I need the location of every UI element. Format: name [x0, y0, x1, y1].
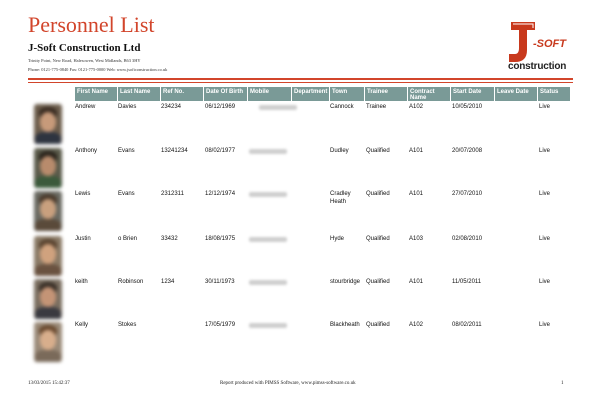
cell-first-name: Justin: [75, 236, 91, 242]
cell-mobile-redacted: [249, 149, 287, 154]
cell-contract: A102: [409, 322, 424, 328]
cell-contract: A103: [409, 236, 424, 242]
table-row: [28, 322, 573, 364]
cell-first-name: Kelly: [75, 322, 89, 328]
cell-last-name: o Brien: [118, 236, 138, 242]
cell-status: Live: [539, 279, 551, 285]
cell-contract: A101: [409, 279, 424, 285]
employee-photo: [34, 322, 62, 362]
col-department: Department: [292, 87, 329, 101]
col-town: Town: [330, 87, 364, 101]
cell-first-name: keith: [75, 279, 88, 285]
cell-contract: A102: [409, 104, 424, 110]
col-leave-date: Leave Date: [495, 87, 537, 101]
col-mobile: Mobile: [248, 87, 291, 101]
employee-photo: [34, 191, 62, 231]
employee-photo: [34, 148, 62, 188]
cell-trainee: Qualified: [366, 322, 390, 328]
header-rule-thin: [28, 82, 573, 83]
table-row: [28, 279, 573, 321]
employee-photo: [34, 279, 62, 319]
footer-timestamp: 13/03/2015 15:42:37: [28, 381, 70, 386]
cell-status: Live: [539, 148, 551, 154]
col-contract-name: Contract Name: [408, 87, 450, 101]
cell-mobile-redacted: [249, 323, 287, 328]
cell-first-name: Lewis: [75, 191, 91, 197]
page-title: Personnel List: [28, 12, 155, 37]
footer-page-number: 1: [561, 381, 564, 386]
cell-mobile-redacted: [249, 237, 287, 242]
employee-photo: [34, 104, 62, 144]
cell-dob: 30/11/1973: [205, 279, 235, 285]
cell-mobile-redacted: [249, 280, 287, 285]
cell-first-name: Anthony: [75, 148, 98, 154]
cell-ref-no: 234234: [161, 104, 182, 110]
cell-trainee: Qualified: [366, 279, 390, 285]
employee-photo: [34, 236, 62, 276]
header-rule: [28, 78, 573, 80]
cell-trainee: Qualified: [366, 148, 390, 154]
cell-ref-no: 33432: [161, 236, 178, 242]
col-last-name: Last Name: [118, 87, 160, 101]
cell-last-name: Evans: [118, 148, 135, 154]
col-trainee: Trainee: [365, 87, 407, 101]
cell-dob: 18/08/1975: [205, 236, 236, 242]
table-header: [75, 87, 570, 101]
cell-start-date: 08/02/2011: [452, 322, 482, 328]
cell-town: Hyde: [330, 236, 345, 242]
cell-ref-no: 1234: [161, 279, 175, 285]
cell-start-date: 10/05/2010: [452, 104, 483, 110]
cell-dob: 12/12/1974: [205, 191, 236, 197]
company-logo: [507, 20, 571, 76]
table-row: [28, 236, 573, 278]
cell-dob: 06/12/1969: [205, 104, 236, 110]
cell-dob: 08/02/1977: [205, 148, 236, 154]
col-ref-no: Ref No.: [161, 87, 203, 101]
col-first-name: First Name: [75, 87, 117, 101]
table-row: [28, 148, 573, 190]
cell-town: stourbridge: [330, 279, 361, 285]
cell-start-date: 27/07/2010: [452, 191, 483, 197]
cell-ref-no: 13241234: [161, 148, 188, 154]
cell-contract: A101: [409, 191, 424, 197]
cell-start-date: 02/08/2010: [452, 236, 483, 242]
table-row: [28, 191, 573, 233]
cell-town: Cannock: [330, 104, 354, 110]
company-address: Trinity Point, New Road, Halesowen, West Midlands, B63 3HY: [28, 58, 141, 63]
footer-credit: Report produced with PIMSS Software, www.pimss-software.co.uk: [220, 381, 356, 386]
cell-status: Live: [539, 322, 551, 328]
cell-trainee: Trainee: [366, 104, 387, 110]
cell-trainee: Qualified: [366, 191, 390, 197]
cell-town: Cradley Heath: [330, 191, 351, 205]
cell-start-date: 11/05/2011: [452, 279, 482, 285]
company-name: J-Soft Construction Ltd: [28, 42, 141, 54]
cell-mobile-redacted: [259, 105, 297, 110]
logo-construction-text: construction: [508, 61, 567, 72]
cell-start-date: 20/07/2008: [452, 148, 483, 154]
cell-last-name: Robinson: [118, 279, 144, 285]
col-date-of-birth: Date Of Birth: [204, 87, 247, 101]
cell-town: Blackheath: [330, 322, 360, 328]
logo-soft-text: -SOFT: [533, 38, 566, 50]
cell-last-name: Stokes: [118, 322, 137, 328]
cell-status: Live: [539, 191, 551, 197]
cell-ref-no: 2312311: [161, 191, 184, 197]
col-status: Status: [538, 87, 570, 101]
cell-last-name: Davies: [118, 104, 137, 110]
cell-last-name: Evans: [118, 191, 135, 197]
cell-dob: 17/05/1979: [205, 322, 236, 328]
cell-mobile-redacted: [249, 192, 287, 197]
cell-contract: A101: [409, 148, 424, 154]
cell-town: Dudley: [330, 148, 349, 154]
cell-status: Live: [539, 104, 551, 110]
company-contact: Phone: 0121-775-0840 Fax: 0121-775-0000 Web: www.jsoftconstruction.co.uk: [28, 67, 168, 72]
cell-trainee: Qualified: [366, 236, 390, 242]
table-row: [28, 104, 573, 146]
cell-status: Live: [539, 236, 551, 242]
cell-first-name: Andrew: [75, 104, 96, 110]
col-start-date: Start Date: [451, 87, 494, 101]
